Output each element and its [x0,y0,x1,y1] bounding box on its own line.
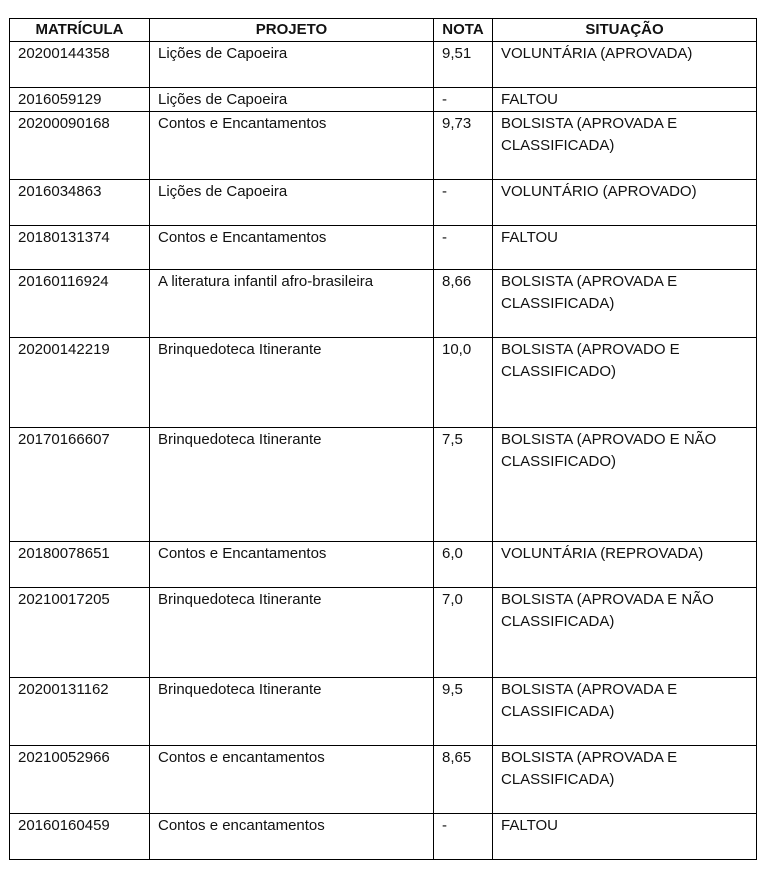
table-row [10,746,757,814]
cell-matricula: 20170166607 [10,428,150,542]
table-row [10,42,757,88]
cell-matricula: 20200131162 [10,678,150,746]
cell-nota: 7,0 [434,588,493,678]
cell-nota: 8,65 [434,746,493,814]
cell-matricula: 2016059129 [10,88,150,112]
cell-situacao: VOLUNTÁRIA (REPROVADA) [493,542,757,588]
header-matricula: MATRÍCULA [10,19,150,42]
cell-situacao: BOLSISTA (APROVADA E NÃO CLASSIFICADA) [493,588,757,678]
cell-projeto: Contos e Encantamentos [150,542,434,588]
cell-matricula: 20200144358 [10,42,150,88]
cell-situacao: FALTOU [493,226,757,270]
table-row [10,588,757,678]
cell-situacao: BOLSISTA (APROVADA E CLASSIFICADA) [493,746,757,814]
table-row [10,428,757,542]
cell-projeto: Contos e Encantamentos [150,226,434,270]
cell-projeto: Contos e Encantamentos [150,112,434,180]
cell-projeto: Contos e encantamentos [150,814,434,860]
cell-projeto: Lições de Capoeira [150,88,434,112]
cell-nota: 9,73 [434,112,493,180]
table-row [10,180,757,226]
cell-nota: 6,0 [434,542,493,588]
table-row [10,542,757,588]
cell-projeto: Lições de Capoeira [150,42,434,88]
cell-projeto: Brinquedoteca Itinerante [150,338,434,428]
table-row [10,112,757,180]
cell-situacao: VOLUNTÁRIO (APROVADO) [493,180,757,226]
cell-projeto: Brinquedoteca Itinerante [150,588,434,678]
cell-nota: - [434,88,493,112]
cell-matricula: 20180078651 [10,542,150,588]
cell-nota: - [434,226,493,270]
cell-matricula: 20200142219 [10,338,150,428]
cell-projeto: Brinquedoteca Itinerante [150,428,434,542]
table-row [10,88,757,112]
table-row [10,338,757,428]
cell-situacao: BOLSISTA (APROVADA E CLASSIFICADA) [493,678,757,746]
header-nota: NOTA [434,19,493,42]
cell-nota: 8,66 [434,270,493,338]
cell-projeto: Brinquedoteca Itinerante [150,678,434,746]
cell-nota: 10,0 [434,338,493,428]
cell-projeto: Lições de Capoeira [150,180,434,226]
cell-matricula: 20160160459 [10,814,150,860]
table-row [10,226,757,270]
cell-situacao: BOLSISTA (APROVADA E CLASSIFICADA) [493,112,757,180]
cell-matricula: 20200090168 [10,112,150,180]
cell-nota: 7,5 [434,428,493,542]
cell-matricula: 20180131374 [10,226,150,270]
cell-projeto: A literatura infantil afro-brasileira [150,270,434,338]
cell-situacao: BOLSISTA (APROVADA E CLASSIFICADA) [493,270,757,338]
cell-matricula: 2016034863 [10,180,150,226]
cell-situacao: BOLSISTA (APROVADO E CLASSIFICADO) [493,338,757,428]
header-row [10,19,757,42]
header-situacao: SITUAÇÃO [493,19,757,42]
cell-situacao: FALTOU [493,88,757,112]
results-table [9,18,757,860]
table-row [10,270,757,338]
cell-matricula: 20210017205 [10,588,150,678]
cell-projeto: Contos e encantamentos [150,746,434,814]
cell-nota: - [434,814,493,860]
cell-matricula: 20160116924 [10,270,150,338]
cell-situacao: BOLSISTA (APROVADO E NÃO CLASSIFICADO) [493,428,757,542]
cell-matricula: 20210052966 [10,746,150,814]
cell-nota: 9,51 [434,42,493,88]
header-projeto: PROJETO [150,19,434,42]
cell-situacao: FALTOU [493,814,757,860]
table-row [10,678,757,746]
cell-situacao: VOLUNTÁRIA (APROVADA) [493,42,757,88]
table-row [10,814,757,860]
cell-nota: - [434,180,493,226]
cell-nota: 9,5 [434,678,493,746]
